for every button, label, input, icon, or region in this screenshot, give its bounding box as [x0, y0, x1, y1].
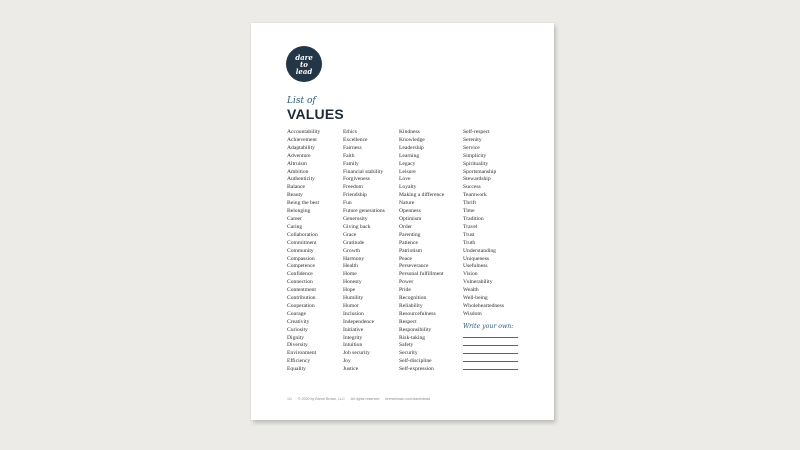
value-item: Job security [343, 350, 370, 357]
value-item: Confidence [287, 271, 313, 278]
value-item: Legacy [399, 160, 416, 167]
value-item: Leadership [399, 144, 424, 151]
value-item: Achievement [287, 136, 317, 143]
footer-copyright: © 2020 by Brené Brown, LLC [298, 397, 345, 401]
values-column-3 [399, 129, 444, 374]
value-item: Respect [399, 318, 417, 325]
value-item: Optimism [399, 215, 422, 222]
value-item: Loyalty [399, 184, 417, 191]
value-item: Community [287, 247, 314, 254]
value-item: Balance [287, 184, 306, 191]
value-item: Faith [343, 152, 355, 159]
value-item: Gratitude [343, 239, 365, 246]
value-item: Belonging [287, 208, 311, 215]
value-item: Environment [287, 350, 317, 357]
value-item: Wealth [463, 287, 479, 294]
value-item: Reliability [399, 302, 423, 309]
value-item: Well-being [463, 295, 488, 302]
value-item: Freedom [343, 184, 363, 191]
value-item: Financial stability [343, 168, 384, 175]
write-line[interactable] [463, 345, 518, 346]
value-item: Creativity [287, 318, 310, 325]
value-item: Ambition [287, 168, 309, 175]
value-item: Authenticity [287, 176, 315, 183]
write-line[interactable] [463, 361, 518, 362]
value-item: Self-respect [463, 129, 490, 135]
value-item: Joy [343, 358, 351, 365]
value-item: Knowledge [399, 136, 425, 143]
values-column-1 [287, 129, 320, 374]
value-item: Wholeheartedness [463, 302, 505, 309]
value-item: Nature [399, 200, 415, 207]
value-item: Kindness [399, 129, 420, 135]
value-item: Simplicity [463, 152, 487, 159]
write-your-own-label: Write your own: [463, 323, 514, 330]
value-item: Courage [287, 310, 306, 317]
value-item: Integrity [343, 334, 363, 341]
value-item: Order [399, 223, 413, 230]
value-item: Success [463, 184, 481, 191]
value-item: Beauty [287, 192, 303, 199]
write-line[interactable] [463, 353, 518, 354]
value-item: Recognition [399, 295, 427, 302]
value-item: Diversity [287, 342, 308, 349]
value-item: Tradition [463, 215, 484, 222]
value-item: Contribution [287, 295, 316, 302]
value-item: Excellence [343, 136, 368, 143]
footer-page-number: 1/1 [287, 397, 292, 401]
value-item: Inclusion [343, 310, 364, 317]
value-item: Resourcefulness [399, 310, 436, 317]
value-item: Serenity [463, 136, 482, 143]
value-item: Accountability [287, 129, 321, 135]
value-item: Home [343, 271, 357, 278]
value-item: Openness [399, 208, 421, 215]
value-item: Friendship [343, 192, 367, 199]
value-item: Leisure [399, 168, 416, 175]
value-item: Self-discipline [399, 358, 432, 365]
write-line[interactable] [463, 337, 518, 338]
value-item: Altruism [287, 160, 307, 167]
value-item: Commitment [287, 239, 317, 246]
value-item: Adaptability [287, 144, 315, 151]
value-item: Hope [343, 287, 356, 294]
value-item: Compassion [287, 255, 315, 262]
value-item: Giving back [343, 223, 371, 230]
value-item: Responsibility [399, 326, 432, 333]
value-item: Making a difference [399, 192, 445, 199]
write-line[interactable] [463, 369, 518, 370]
value-item: Pride [399, 287, 411, 294]
value-item: Independence [343, 318, 375, 325]
value-item: Initiative [343, 326, 364, 333]
values-column-4 [463, 129, 504, 319]
value-item: Adventure [287, 152, 311, 159]
value-item: Honesty [343, 279, 362, 286]
title-values: VALUES [287, 106, 344, 122]
value-item: Spirituality [463, 160, 489, 167]
value-item: Fairness [343, 144, 362, 151]
value-item: Safety [399, 342, 414, 349]
value-item: Patriotism [399, 247, 422, 254]
value-item: Usefulness [463, 263, 488, 270]
value-item: Collaboration [287, 231, 318, 238]
value-item: Vulnerability [463, 279, 493, 286]
value-item: Dignity [287, 334, 305, 341]
value-item: Vision [463, 271, 478, 278]
value-item: Teamwork [463, 192, 487, 199]
value-item: Travel [463, 223, 478, 230]
logo-line-2: to [300, 59, 308, 69]
value-item: Career [287, 215, 302, 222]
value-item: Self-expression [399, 366, 434, 373]
value-item: Humility [343, 295, 364, 302]
value-item: Peace [399, 255, 413, 262]
value-item: Intuition [343, 342, 363, 349]
values-document-page [251, 23, 554, 420]
logo-line-3: lead [295, 66, 313, 76]
footer-site: brenebrown.com/daretolead [385, 397, 431, 401]
value-item: Grace [343, 231, 357, 238]
value-item: Parenting [399, 231, 421, 238]
value-item: Risk-taking [399, 334, 426, 341]
value-item: Growth [343, 247, 361, 254]
dare-to-lead-logo [286, 46, 322, 82]
values-column-2 [343, 129, 385, 374]
value-item: Sportsmanship [463, 168, 497, 175]
value-item: Generosity [343, 215, 368, 222]
value-item: Personal fulfillment [399, 271, 444, 278]
value-item: Connection [287, 279, 313, 286]
value-item: Competence [287, 263, 315, 270]
value-item: Service [463, 144, 480, 151]
page-footer [287, 397, 435, 401]
value-item: Curiosity [287, 326, 308, 333]
value-item: Learning [399, 152, 420, 159]
value-item: Uniqueness [463, 255, 490, 262]
value-item: Family [343, 160, 359, 167]
title-list-of: List of [287, 96, 316, 106]
value-item: Being the best [287, 200, 320, 207]
value-item: Trust [463, 231, 475, 238]
value-item: Fun [343, 200, 352, 207]
value-item: Equality [287, 366, 306, 373]
value-item: Forgiveness [343, 176, 370, 183]
value-item: Power [399, 279, 414, 286]
footer-rights: All rights reserved [350, 397, 380, 401]
value-item: Time [463, 208, 475, 215]
value-item: Efficiency [287, 358, 311, 365]
value-item: Contentment [287, 287, 316, 294]
value-item: Humor [343, 302, 359, 309]
value-item: Justice [343, 366, 359, 373]
value-item: Understanding [463, 247, 496, 254]
value-item: Perseverance [399, 263, 429, 270]
value-item: Truth [463, 239, 476, 246]
value-item: Harmony [343, 255, 365, 262]
logo-line-1: dare [295, 52, 313, 62]
value-item: Future generations [343, 208, 385, 215]
value-item: Ethics [343, 129, 357, 135]
value-item: Love [399, 176, 411, 183]
value-item: Health [343, 263, 358, 270]
value-item: Stewardship [463, 176, 491, 183]
value-item: Cooperation [287, 302, 315, 309]
value-item: Thrift [463, 200, 477, 207]
value-item: Wisdom [463, 310, 482, 317]
value-item: Security [399, 350, 418, 357]
value-item: Patience [399, 239, 418, 246]
value-item: Caring [287, 223, 303, 230]
